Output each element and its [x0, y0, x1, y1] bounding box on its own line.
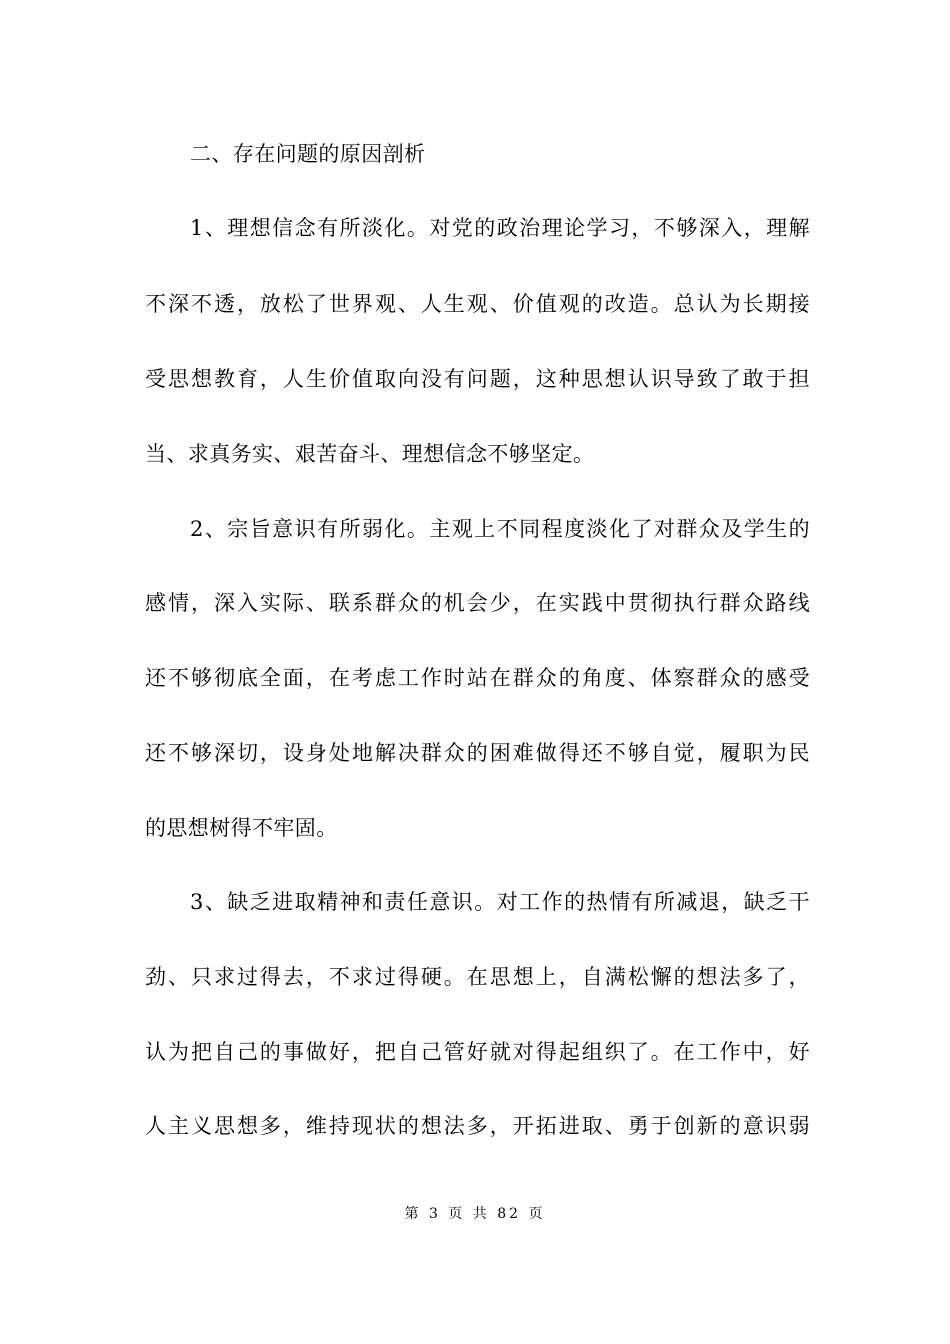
paragraph-3-line-4: 人主义思想多，维持现状的想法多，开拓进取、勇于创新的意识弱: [145, 1114, 810, 1138]
section-heading: 二、存在问题的原因剖析: [190, 142, 426, 166]
paragraph-1-line-1: 1、理想信念有所淡化。对党的政治理论学习，不够深入，理解: [190, 216, 810, 240]
paragraph-2-line-5: 的思想树得不牢固。: [145, 816, 338, 840]
paragraph-1-line-4: 当、求真务实、艰苦奋斗、理想信念不够坚定。: [145, 442, 595, 466]
page-footer: 第 3 页 共 82 页: [404, 1206, 546, 1222]
paragraph-2-line-4: 还不够深切，设身处地解决群众的困难做得还不够自觉，履职为民: [145, 741, 810, 765]
paragraph-2-line-2: 感情，深入实际、联系群众的机会少，在实践中贯彻执行群众路线: [145, 591, 810, 615]
paragraph-3-line-2: 劲、只求过得去，不求过得硬。在思想上，自满松懈的想法多了，: [145, 965, 810, 989]
paragraph-1-line-3: 受思想教育，人生价值取向没有问题，这种思想认识导致了敢于担: [145, 367, 810, 391]
paragraph-1-line-2: 不深不透，放松了世界观、人生观、价值观的改造。总认为长期接: [145, 292, 810, 316]
paragraph-3-line-1: 3、缺乏进取精神和责任意识。对工作的热情有所减退，缺乏干: [190, 890, 810, 914]
paragraph-3-line-3: 认为把自己的事做好，把自己管好就对得起组织了。在工作中，好: [145, 1040, 810, 1064]
paragraph-2-line-3: 还不够彻底全面，在考虑工作时站在群众的角度、体察群众的感受: [145, 666, 810, 690]
paragraph-2-line-1: 2、宗旨意识有所弱化。主观上不同程度淡化了对群众及学生的: [190, 517, 810, 541]
